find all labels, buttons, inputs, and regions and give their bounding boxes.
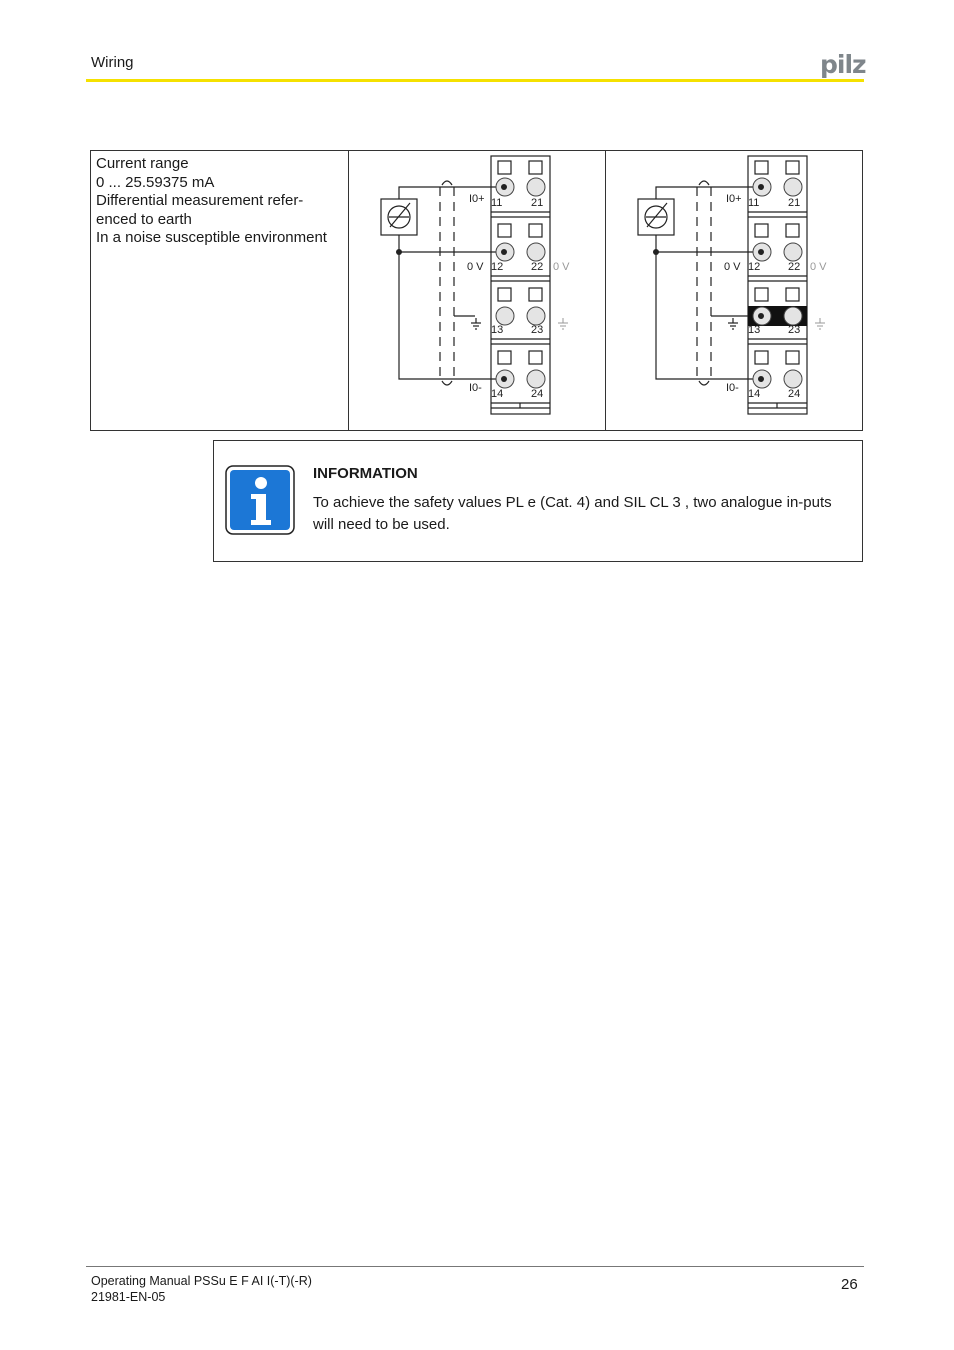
terminal-number: 11 <box>491 197 503 209</box>
label-i0-minus: I0- <box>726 382 739 394</box>
terminal-21 <box>784 178 802 196</box>
pilz-logo: pilz <box>820 50 866 79</box>
label-i0-minus: I0- <box>469 382 482 394</box>
terminal-number: 24 <box>531 388 544 400</box>
wiring-diagram-standard <box>349 151 606 431</box>
footer-rule <box>86 1266 864 1267</box>
terminal-number: 13 <box>748 324 761 336</box>
label-0v: 0 V <box>467 261 484 273</box>
terminal-number: 21 <box>531 197 544 209</box>
header-rule <box>86 79 864 82</box>
terminal-number: 23 <box>788 324 801 336</box>
spec-line: 0 ... 25.59375 mA <box>96 173 215 191</box>
spec-line: Current range <box>96 155 189 172</box>
info-body: To achieve the safety values PL e (Cat. 4) and SIL CL 3 , two analogue in-puts will need to be used. <box>313 494 832 533</box>
terminal-22 <box>527 243 545 261</box>
spec-description <box>96 155 327 248</box>
earth-icon <box>728 318 738 329</box>
diagram-svg <box>606 151 863 431</box>
terminal-number: 12 <box>491 261 504 273</box>
terminal-number: 13 <box>491 324 504 336</box>
terminal-number: 22 <box>788 261 801 273</box>
spec-line: In a noise susceptible environment <box>96 229 327 246</box>
wiring-diagram-noise <box>606 151 863 431</box>
spec-line: enced to earth <box>96 210 192 228</box>
terminal-22 <box>784 243 802 261</box>
terminal-21 <box>527 178 545 196</box>
terminal-number: 22 <box>531 261 544 273</box>
terminal-number: 14 <box>748 388 761 400</box>
terminal-number: 12 <box>748 261 761 273</box>
earth-icon <box>471 318 481 329</box>
terminal-number: 23 <box>531 324 544 336</box>
info-icon <box>225 465 295 535</box>
information-box <box>213 440 863 562</box>
section-title: Wiring <box>91 54 134 71</box>
diagram-svg <box>349 151 606 431</box>
wiring-spec-table <box>90 150 863 431</box>
label-0v: 0 V <box>553 261 570 273</box>
earth-icon <box>558 318 568 329</box>
label-i0-plus: I0+ <box>726 193 742 205</box>
spec-line: Differential measurement refer- <box>96 192 304 209</box>
terminal-24 <box>527 370 545 388</box>
manual-title: Operating Manual PSSu E F AI I(-T)(-R) <box>91 1274 312 1288</box>
terminal-23 <box>784 307 802 325</box>
terminal-24 <box>784 370 802 388</box>
terminal-number: 14 <box>491 388 504 400</box>
page-number: 26 <box>841 1276 858 1293</box>
terminal-23 <box>527 307 545 325</box>
footer-info <box>91 1273 312 1305</box>
terminal-13 <box>496 307 514 325</box>
label-i0-plus: I0+ <box>469 193 485 205</box>
label-0v: 0 V <box>810 261 827 273</box>
terminal-number: 21 <box>788 197 801 209</box>
terminal-number: 24 <box>788 388 801 400</box>
terminal-number: 11 <box>748 197 760 209</box>
label-0v: 0 V <box>724 261 741 273</box>
document-number: 21981-EN-05 <box>91 1290 166 1304</box>
info-heading: INFORMATION <box>313 465 418 482</box>
earth-icon <box>815 318 825 329</box>
